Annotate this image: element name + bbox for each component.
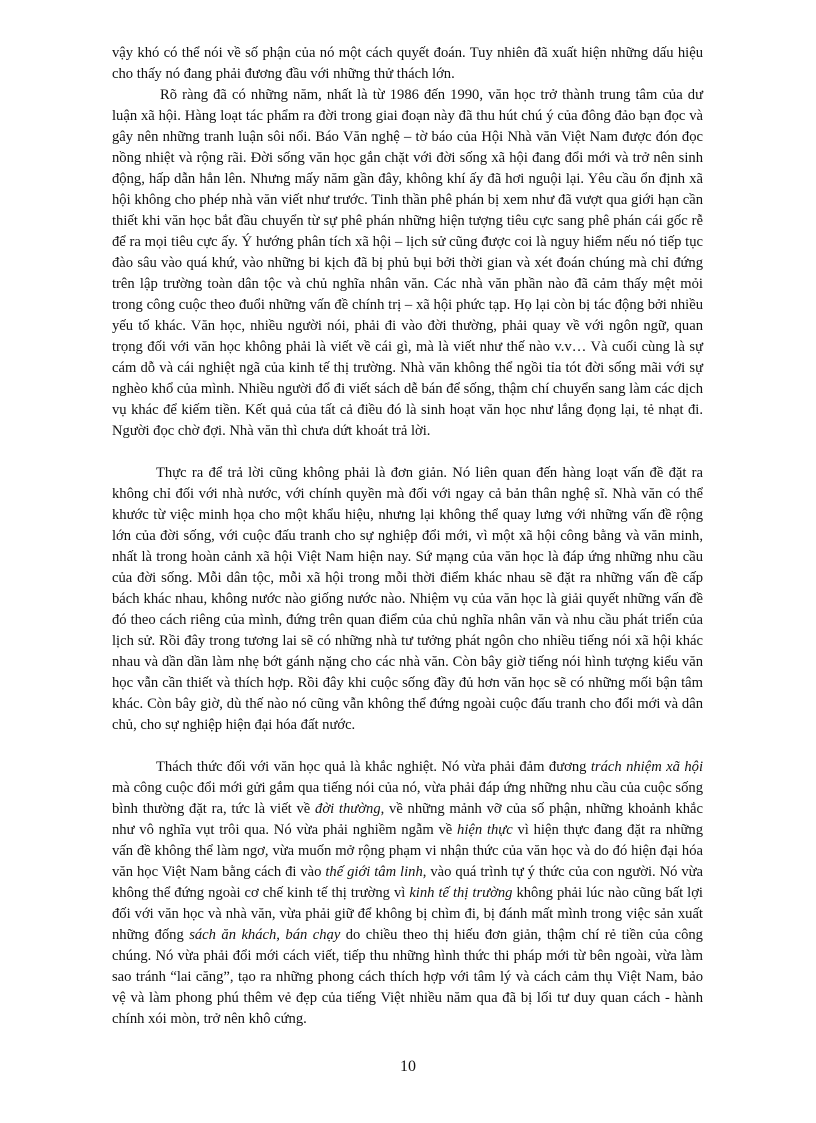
paragraph-1: vậy khó có thể nói về số phận của nó một cách quyết đoán. Tuy nhiên đã xuất hiện những dấu hiệu cho thấy nó đang phải đương đầu với những thử thách lớn. [112,45,703,82]
paragraph-4-text-3: , về những mảnh vỡ của số phận, những khoảnh khắc như vô nghĩa vụt trôi qua. Nó vừa phải nghiềm ngẫm về [112,801,704,838]
emphasis-trach-nhiem-xa-hoi: trách nhiệm xã hội [590,759,703,775]
paragraph-4-text-1: Thách thức đối với văn học quả là khắc nghiệt. Nó vừa phải đảm đương [156,759,591,775]
emphasis-the-gioi-tam-linh: thế giới tâm linh [325,864,423,880]
emphasis-kinh-te-thi-truong: kinh tế thị trường [409,885,513,901]
paragraph-3: Thực ra để trả lời cũng không phải là đơn giản. Nó liên quan đến hàng loạt vấn đề đặt ra không chỉ đối với nhà nước, với chính quyền mà đối với ngay cả bản thân nghệ sĩ. Nhà văn có thể khước từ việc minh họa cho một khẩu hiệu, nhưng lại không thể quay lưng với những vấn đề rộng lớn của đời sống, với cuộc đấu tranh cho sự nghiệp đổi mới, vì một xã hội công bằng và văn minh, nhất là trong hoàn cảnh xã hội Việt Nam hiện nay. Sứ mạng của văn học là đáp ứng những nhu cầu của đời sống. Mỗi dân tộc, mỗi xã hội trong mỗi thời điểm khác nhau sẽ đặt ra những vấn đề cấp bách khác nhau, không nước nào giống nước nào. Nhiệm vụ của văn học là giải quyết những vấn đề đó theo cách riêng của mình, đứng trên quan điểm của chủ nghĩa nhân văn và nhu cầu phát triển của lịch sử. Rồi đây trong tương lai sẽ có những nhà tư tưởng phát ngôn cho nhiều tiếng nói xã hội khác nhau và dần dần làm nhẹ bớt gánh nặng cho các nhà văn. Còn bây giờ tiếng nói hình tượng kiểu văn học vẫn cần thiết và thích hợp. Rồi đây khi cuộc sống đầy đủ hơn văn học sẽ có những mối bận tâm khác. Còn bây giờ, dù thế nào nó cũng vẫn không thể đứng ngoài cuộc đấu tranh cho đổi mới và dân chủ, cho sự nghiệp hiện đại hóa đất nước. [112,465,703,733]
emphasis-hien-thuc: hiện thực [457,822,513,838]
paragraph-4-text-5: , vào quá trình tự ý thức của con người. Nó vừa không thể đứng ngoài cơ chế kinh tế thị trường vì [112,864,704,901]
emphasis-doi-thuong: đời thường [315,801,381,817]
paragraph-4-text-6: không phải lúc nào cũng bất lợi đối với văn học và nhà văn, vừa phải giữ để không bị chìm đi, bị đánh mất mình trong việc sản xuất những đống [112,885,703,943]
paragraph-4 [112,757,703,1030]
page-number: 10 [400,1058,416,1075]
paragraph-4-text-2: mà công cuộc đổi mới gửi gắm qua tiếng nói của nó, vừa phải đáp ứng những nhu cầu của cuộc sống bình thường đặt ra, tức là viết về [112,780,703,817]
document-body [112,43,703,1030]
paragraph-2: Rõ ràng đã có những năm, nhất là từ 1986 đến 1990, văn học trở thành trung tâm của dư luận xã hội. Hàng loạt tác phẩm ra đời trong giai đoạn này đã thu hút chú ý của đông đảo bạn đọc và gây nên những tranh luận sôi nổi. Báo Văn nghệ – tờ báo của Hội Nhà văn Việt Nam được đón đọc nồng nhiệt và rộng rãi. Đời sống văn học gắn chặt với đời sống xã hội đang đổi mới và trở nên sinh động, hấp dẫn hẳn lên. Nhưng mấy năm gần đây, không khí ấy đã hơi nguội lại. Yêu cầu ổn định xã hội không cho phép nhà văn viết như trước. Tinh thần phê phán bị xem như đã vượt qua giới hạn cần thiết khi văn học bắt đầu chuyển từ sự phê phán những hiện tượng tiêu cực sang phê phán cái gốc rễ để ra mọi tiêu cực ấy. Ý hướng phân tích xã hội – lịch sử cũng được coi là nguy hiểm nếu nó tiếp tục đào sâu vào quá khứ, vào những bi kịch đã bị phủ bụi bởi thời gian và xét đoán chúng mà chỉ đứng trên lập trường toàn dân tộc và chủ nghĩa nhân văn. Các nhà văn phần nào đã cảm thấy mệt mỏi trong công cuộc theo đuổi những vấn đề chính trị – xã hội phức tạp. Họ lại còn bị tác động bởi nhiều yếu tố khác. Văn học, nhiều người nói, phải đi vào đời thường, phải quay về với ngôn ngữ, quan trọng đối với văn học không phải là viết về cái gì, mà là viết như thế nào v.v… Và cuối cùng là sự cám dỗ và cái nghiệt ngã của kinh tế thị trường. Nhà văn không thể ngồi tỉa tót đời sống mãi với sự nghèo khổ của mình. Nhiều người đổ đi viết sách dễ bán để sống, thậm chí chuyển sang làm các dịch vụ khác để kiếm tiền. Kết quả của tất cả điều đó là sinh hoạt văn học như lắng đọng lại, tẻ nhạt đi. Người đọc chờ đợi. Nhà văn thì chưa dứt khoát trả lời. [112,87,703,439]
paragraph-4-text-4: vì hiện thực đang đặt ra những vấn đề không thể làm ngơ, vừa muốn mở rộng phạm vi nhận thức của văn học và do đó hiện đại hóa văn học Việt Nam bằng cách đi vào [112,822,703,880]
emphasis-sach-an-khach: sách ăn khách, bán chạy [189,927,341,943]
paragraph-4-text-7: do chiều theo thị hiếu đơn giản, thậm chí rẻ tiền của công chúng. Nó vừa phải đổi mới cách viết, tiếp thu những hình thức thi pháp mới từ bên ngoài, vừa làm sao tránh “lai căng”, tạo ra những phong cách thích hợp với tâm lý và cách cảm thụ Việt Nam, bảo vệ và làm phong phú thêm vẻ đẹp của tiếng Việt nhiều năm qua đã bị lối tư duy quan cách - hành chính xói mòn, trở nên khô cứng. [112,927,703,1027]
